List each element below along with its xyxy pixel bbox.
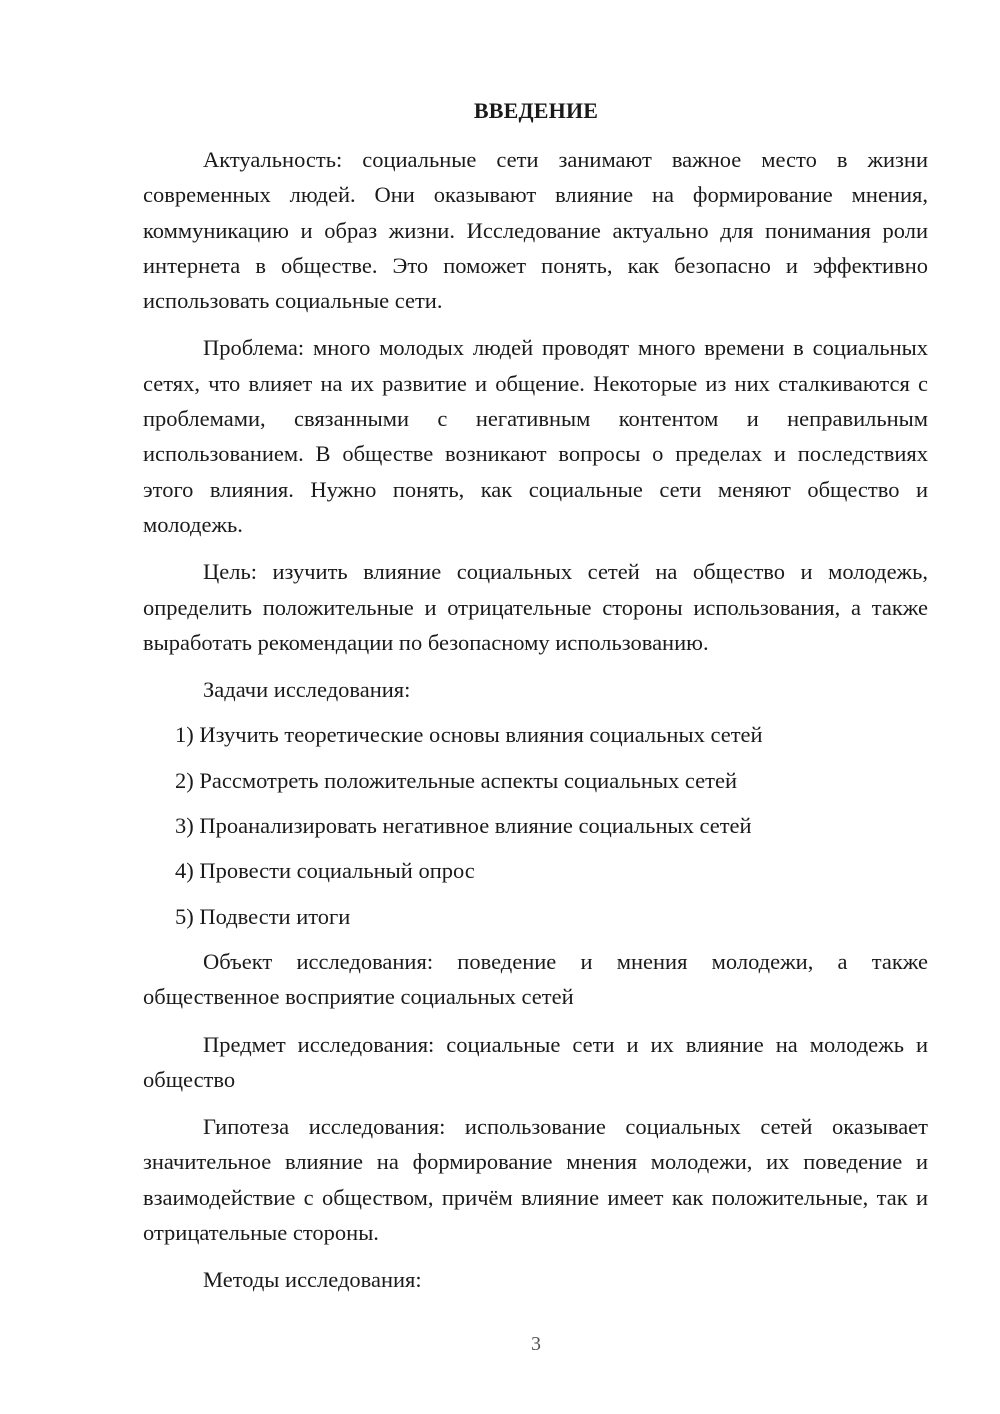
paragraph-relevance: Актуальность: социальные сети занимают важное место в жизни современных людей. Они оказывают влияние на формирование мнения, коммуникацию и образ жизни. Исследование актуально для понимания роли интернета в обществе. Это поможет понять, как безопасно и эффективно использовать социальные сети. <box>143 147 928 314</box>
document-body <box>143 142 928 1310</box>
tasks-heading: Задачи исследования: <box>203 677 411 703</box>
list-item: 4) Провести социальный опрос <box>175 858 475 884</box>
methods-heading: Методы исследования: <box>203 1267 422 1293</box>
list-item: 3) Проанализировать негативное влияние социальных сетей <box>175 813 752 839</box>
paragraph-hypothesis: Гипотеза исследования: использование социальных сетей оказывает значительное влияние на формирование мнения молодежи, их поведение и взаимодействие с обществом, причём влияние имеет как положительные, так и отрицательные стороны. <box>143 1114 928 1246</box>
paragraph-subject: Предмет исследования: социальные сети и их влияние на молодежь и общество <box>143 1031 928 1092</box>
list-item: 1) Изучить теоретические основы влияния социальных сетей <box>175 722 763 748</box>
paragraph-object: Объект исследования: поведение и мнения молодежи, а также общественное восприятие социальных сетей <box>143 948 928 1010</box>
page-number: 3 <box>531 1333 541 1355</box>
paragraph-goal: Цель: изучить влияние социальных сетей на общество и молодежь, определить положительные и отрицательные стороны использования, а также выработать рекомендации по безопасному использованию. <box>143 559 928 655</box>
list-item: 5) Подвести итоги <box>175 903 351 929</box>
tasks-list <box>143 717 928 933</box>
list-item: 2) Рассмотреть положительные аспекты социальных сетей <box>175 767 738 793</box>
paragraph-problem: Проблема: много молодых людей проводят много времени в социальных сетях, что влияет на их развитие и общение. Некоторые из них сталкиваются с проблемами, связанными с негативным контентом и неправильным использованием. В обществе возникают вопросы о пределах и последствиях этого влияния. Нужно понять, как социальные сети меняют общество и молодежь. <box>143 335 928 537</box>
page-title: ВВЕДЕНИЕ <box>473 98 599 123</box>
